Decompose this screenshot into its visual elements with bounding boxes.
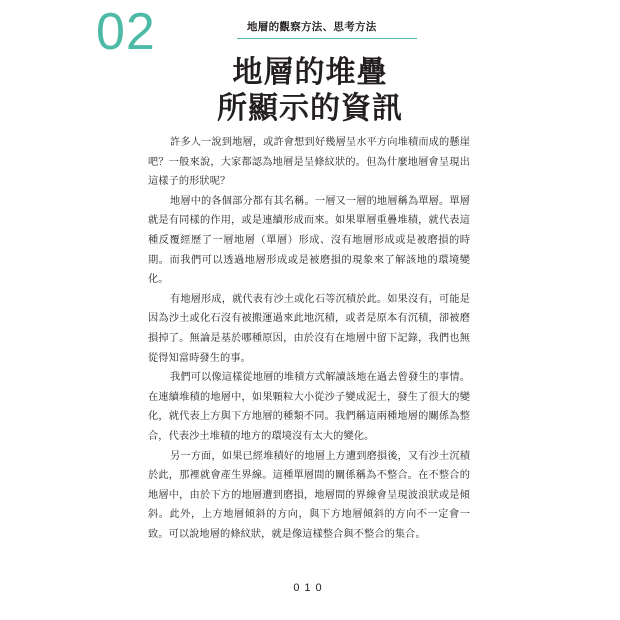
paragraph: 許多人一說到地層，或許會想到好幾層呈水平方向堆積而成的懸崖吧？一般來說，大家都認為地層是呈條紋狀的。但為什麼地層會呈現出這樣子的形狀呢？ (148, 137, 470, 188)
running-head: 地層的觀察方法、思考方法 (247, 21, 377, 33)
running-head-rule (237, 38, 417, 39)
paragraph: 另一方面，如果已經堆積好的地層上方遭到磨損後，又有沙土沉積於此，那裡就會產生界線。這種單層間的關係稱為不整合。在不整合的地層中，由於下方的地層遭到磨損，地層間的界線會呈現波浪狀或是傾斜。此外，上方地層傾斜的方向，與下方地層傾斜的方向不一定會一致。可以說地層的條紋狀，就是像這樣整合與不整合的集合。 (148, 450, 470, 540)
paragraph: 我們可以像這樣從地層的堆積方式解讀該地在過去曾發生的事情。在連續堆積的地層中，如果顆粒大小從沙子變成泥土，發生了很大的變化，就代表上方與下方地層的種類不同。我們稱這兩種地層的關係為整合，代表沙土堆積的地方的環境沒有太大的變化。 (148, 372, 470, 442)
page-title (150, 55, 470, 127)
page-number: 010 (293, 582, 327, 594)
body-text (148, 133, 470, 544)
chapter-number: 02 (96, 3, 156, 61)
paragraph: 地層中的各個部分都有其名稱。一層又一層的地層稱為單層。單層就是有同樣的作用，或是連續形成而來。如果單層重疊堆積，就代表這種反覆經歷了一層地層（單層）形成、沒有地層形成或是被磨損的時期。而我們可以透過地層形成或是被磨損的現象來了解該地的環境變化。 (148, 195, 470, 286)
paragraph: 有地層形成，就代表有沙土或化石等沉積於此。如果沒有，可能是因為沙土或化石沒有被搬運過來此地沉積，或者是原本有沉積，卻被磨損掉了。無論是基於哪種原因，由於沒有在地層中留下記錄，我們也無從得知當時發生的事。 (148, 293, 470, 364)
title-line-1: 地層的堆疊 (232, 55, 388, 90)
title-line-2: 所顯示的資訊 (217, 91, 403, 126)
